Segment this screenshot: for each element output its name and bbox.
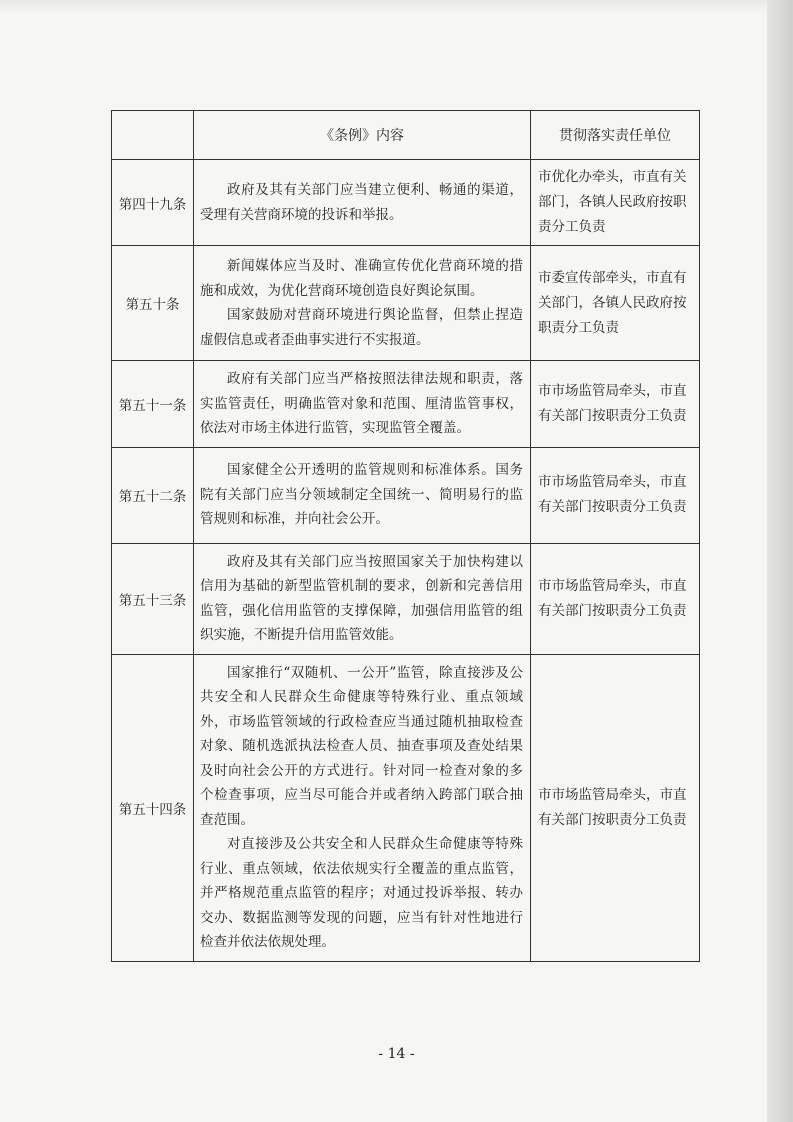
responsible-unit: 市优化办牵头，市直有关部门，各镇人民政府按职责分工负责 <box>531 160 700 246</box>
article-content <box>194 246 531 361</box>
content-paragraph: 对直接涉及公共安全和人民群众生命健康等特殊行业、重点领域，依法依规实行全覆盖的重点监管，并严格规范重点监管的程序；对通过投诉举报、转办交办、数据监测等发现的问题，应当有针对性地进行检查并依法依规处理。 <box>200 836 523 950</box>
table-row <box>112 447 700 543</box>
responsible-unit: 市市场监管局牵头，市直有关部门按职责分工负责 <box>531 447 700 543</box>
table-row <box>112 654 700 961</box>
responsible-unit: 市委宣传部牵头，市直有关部门，各镇人民政府按职责分工负责 <box>531 246 700 361</box>
content-paragraph: 政府有关部门应当严格按照法律法规和职责，落实监管责任，明确监管对象和范围、厘清监管事权，依法对市场主体进行监管，实现监管全覆盖。 <box>200 371 523 436</box>
article-content <box>194 447 531 543</box>
article-number: 第五十二条 <box>112 447 194 543</box>
table-row <box>112 361 700 448</box>
article-content <box>194 543 531 654</box>
regulation-table <box>111 110 700 962</box>
responsible-unit: 市市场监管局牵头，市直有关部门按职责分工负责 <box>531 361 700 448</box>
table-row <box>112 246 700 361</box>
scan-top-shadow <box>0 0 793 14</box>
content-paragraph: 新闻媒体应当及时、准确宣传优化营商环境的措施和成效，为优化营商环境创造良好舆论氛围。 <box>200 258 523 299</box>
article-number: 第五十一条 <box>112 361 194 448</box>
content-paragraph: 政府及其有关部门应当建立便利、畅通的渠道，受理有关营商环境的投诉和举报。 <box>200 182 523 223</box>
page-number: - 14 - <box>378 1046 415 1062</box>
responsible-unit: 市市场监管局牵头，市直有关部门按职责分工负责 <box>531 543 700 654</box>
header-responsible: 贯彻落实责任单位 <box>531 111 700 160</box>
article-number: 第五十四条 <box>112 654 194 961</box>
article-content <box>194 160 531 246</box>
content-paragraph: 政府及其有关部门应当按照国家关于加快构建以信用为基础的新型监管机制的要求，创新和完善信用监管，强化信用监管的支撑保障，加强信用监管的组织实施，不断提升信用监管效能。 <box>200 553 523 643</box>
content-paragraph: 国家健全公开透明的监管规则和标准体系。国务院有关部门应当分领域制定全国统一、简明易行的监管规则和标准，并向社会公开。 <box>200 462 523 528</box>
header-article <box>112 111 194 160</box>
table-row <box>112 543 700 654</box>
content-paragraph: 国家鼓励对营商环境进行舆论监督，但禁止捏造虚假信息或者歪曲事实进行不实报道。 <box>200 307 523 348</box>
table-header-row <box>112 111 700 160</box>
article-content <box>194 361 531 448</box>
article-number: 第四十九条 <box>112 160 194 246</box>
page-edge-shadow <box>767 0 793 1122</box>
article-number: 第五十条 <box>112 246 194 361</box>
article-content <box>194 654 531 961</box>
article-number: 第五十三条 <box>112 543 194 654</box>
header-content: 《条例》内容 <box>194 111 531 160</box>
responsible-unit: 市市场监管局牵头，市直有关部门按职责分工负责 <box>531 654 700 961</box>
table-row <box>112 160 700 246</box>
content-paragraph: 国家推行“双随机、一公开”监管，除直接涉及公共安全和人民群众生命健康等特殊行业、重点领域外，市场监管领域的行政检查应当通过随机抽取检查对象、随机选派执法检查人员、抽查事项及查处结果及时向社会公开的方式进行。针对同一检查对象的多个检查事项，应当尽可能合并或者纳入跨部门联合抽查范围。 <box>200 664 523 828</box>
